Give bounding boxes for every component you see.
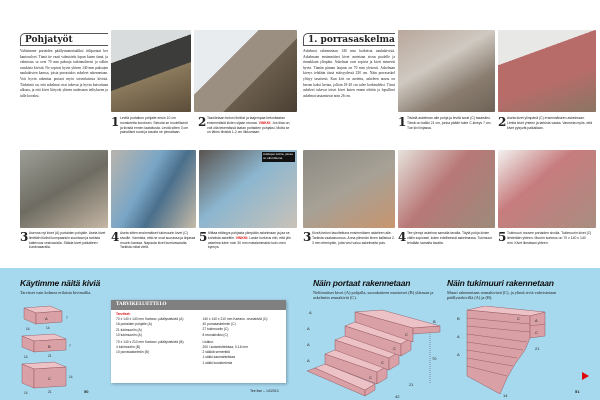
right-page-title: 1. porrasaskelma bbox=[303, 33, 395, 46]
caption-step-4: 4 Aseta sitten ensimmäiset tukimuurin kivet (C) sivuille. Varmista, että ne ovat suorassa ja linjassa muurin kanssa. Napauta kivet kumivasaralla. Tarkista mitat vielä. bbox=[111, 230, 196, 250]
svg-text:A: A bbox=[307, 358, 310, 363]
photo-r-step-1 bbox=[398, 30, 495, 112]
svg-text:C: C bbox=[381, 360, 384, 365]
wall-title: Näin tukimuuri rakennetaan bbox=[447, 278, 554, 288]
page-number-right: 51 bbox=[575, 389, 580, 394]
left-intro-text: Valitsimme portaiden pääilysmateriaaliksi tiiliportaat ker kantosolvet. Tämä tie vaati valmistelu lopun kuten tämä, ja valmistus sa ovat 70 mm paksuja tutkinnalisesti ja solkin rauskista kivistä. Ne sopivat hyvin yhteen 140 mm paksujen nauhakivien kanssa, joista porrastulos askeleet rakennetaan. Voit hyvin rakentaa portaat myös toisenlaisista kivistä. Tärkeintä on, että askelmat ovat tukevat ja hyvin kuivattuna ulkona, ja että kivet liittyvät yhteen uudestaan teiltykseen ja tulle kovaksi. bbox=[20, 49, 108, 98]
photo-step-3 bbox=[20, 150, 108, 228]
svg-text:C: C bbox=[405, 332, 408, 337]
photo-r-step-3 bbox=[303, 150, 395, 228]
stone-b-dim-width: 21 bbox=[48, 354, 52, 358]
svg-text:42: 42 bbox=[395, 394, 400, 399]
svg-text:A: A bbox=[307, 326, 310, 331]
svg-text:A: A bbox=[535, 318, 538, 323]
caption-r-step-3: 3 Kiveä betoni tasoitettuna ensimmäisen askeleen alle. Tarkista vaakasuoruus. Anna ylimmän kiven kallistua 2-3 mm eteenpäin, jotta vesi valuu askelmalta pois. bbox=[303, 230, 395, 245]
caption-r-step-2: 2 Aseta kivet ylimpänä (C) ensimmäiseen askelmaan. Limita kivet yhteen ja tarkista vaaka. Varmista myös, että kivet pysyvät paikallaan. bbox=[498, 115, 593, 130]
photo-step-5 bbox=[199, 150, 297, 228]
svg-text:C: C bbox=[369, 375, 372, 380]
svg-text:A: A bbox=[457, 334, 460, 339]
caption-step-5: 5 Mittaa etäisyys pohjasta ylimpään askelmaan ja jaa se kohdista askeltiin. VINKKI: Laske korkeus niin, että ylin askelma tulee noin 30 mm matalammaksi kuin oven kynnys. bbox=[199, 230, 291, 250]
stones-subtitle: Tarvitset vain kolmea erilaista kivimallia. bbox=[20, 290, 92, 295]
svg-text:A: A bbox=[307, 342, 310, 347]
photo-step-4 bbox=[111, 150, 196, 228]
caption-step-3: 3 Asenna nyt kivet (A) portaiden pohjalle. Aseta kivet limittäin tiiviisti kumpaankin suuntaan ja tarkista kaltevuus vesivaa'alla. Sääda kivet paikalleen kumivasaralla. bbox=[20, 230, 106, 250]
stone-a bbox=[24, 306, 68, 331]
materials-box-header: TARVIKELUETTELO bbox=[111, 300, 286, 310]
stone-c-dim-width: 21 bbox=[48, 390, 52, 394]
materials-intro: Tarvitset: bbox=[116, 312, 131, 316]
svg-text:C: C bbox=[535, 330, 538, 335]
wall-text: Muuri rakennetaan reunakivistä (C), ja ylintä riviä vahvistetaan päällystekivillä (A) ja (B). bbox=[447, 290, 557, 301]
stone-b-dim-depth: 14 bbox=[24, 355, 28, 359]
svg-text:C: C bbox=[517, 316, 520, 321]
photo-r-step-4 bbox=[398, 150, 495, 228]
stairs-title: Näin portaat rakennetaan bbox=[313, 278, 411, 288]
stone-b-dim-height: 7 bbox=[69, 344, 71, 348]
stones-title: Käytimme näitä kiviä bbox=[20, 278, 101, 288]
photo-step-1 bbox=[111, 30, 191, 112]
svg-text:B: B bbox=[48, 344, 51, 349]
photo-r-step-2 bbox=[498, 30, 596, 112]
magazine-footer: Tee itse – 14/2013 bbox=[250, 389, 279, 393]
materials-box: TARVIKELUETTELO Tarvitset: 70 x 140 x 140 mm Kartano -päällystekiviä (A) 16 portaiden pohjalle (A) 21 tukimuuriin (A) 10 tukimuuriin (A) 70 x 140 x 210 mm Kartano -päällystekiviä (B): 4 tukimuuriin (B) 10 porrasaskelmiin (B) 140 x 140 x 210 mm Kartano -reunakiviä (C): 40 porrasaskelmiin (C) 27 tukimuuriin (C) 8 reunakiviksi (C) Lisäksi: 200 l sulamishiekkaa, 0-16 mm 2 säkkiä sementtiä 1 säkki saumahiekkaa 1 säkki kuivabetonia bbox=[111, 300, 286, 383]
caption-step-2: 2 Tasoitetaan betoni tiiviiksi ja laajempaa betonilaatan ensimmäisiä kivien sijaan reunaa. VINKKI: Jos tilaa on, voit olla tekemässä laatan portaiden pohjaksi. Mutta se on lähes tiiviskä 1-2 cm liikkumaan. bbox=[198, 115, 291, 135]
svg-text:14: 14 bbox=[503, 393, 508, 398]
svg-text:B: B bbox=[457, 316, 460, 321]
next-page-arrow-icon[interactable] bbox=[582, 372, 589, 380]
stone-a-dim-depth: 14 bbox=[26, 327, 30, 331]
left-page-title: Pohjatyöt bbox=[20, 33, 108, 46]
svg-text:C: C bbox=[48, 376, 51, 381]
svg-text:A: A bbox=[45, 316, 48, 321]
svg-text:C: C bbox=[393, 346, 396, 351]
stone-c-dim-height: 14 bbox=[69, 375, 73, 379]
stone-b bbox=[22, 334, 71, 359]
page-number-left: 50 bbox=[84, 389, 89, 394]
stone-c bbox=[22, 362, 73, 395]
stairs-diagram bbox=[305, 306, 445, 400]
caption-r-step-4: 4 Tee ylempi askelma samalla tavalla. Täytä pohja kivien väliin sopivasti, kuten edellisessä askelmassa. Tukimuuri tehdään samalla tavalla. bbox=[398, 230, 493, 245]
caption-r-step-1: 1 Tiivistä askelman alle pohja ja levitä sorat (C) tasaisiksi. Tämä on kaikki 21 cm, jonka päälle tulee C-kiveys 7 cm. Tue kivi linjassa. bbox=[398, 115, 492, 130]
svg-text:21: 21 bbox=[535, 346, 540, 351]
caption-step-1: 1 Levitä portaikon pohjalle ensin 10 cm murskeetta koroksen. Sekoita se huolellisesti ja tiivistä ennen laatoitusta. Levitä sitten 3 cm painolliset sorat ja tasoita ne pinnaltaan. bbox=[111, 115, 189, 135]
photo-r-step-5 bbox=[498, 150, 596, 228]
photo-step-2 bbox=[194, 30, 297, 112]
photo-label: Aukkojen kohta, joissa on ollut ikkuna. bbox=[262, 152, 295, 162]
right-intro-text: Askelmat rakennetaan 140 mm korkeista nauhakivistä. Askelmaan ensimmäiset kivet asetetaan sivun puolelle ja rinnakkain ylöspäin. Askelmat ovat sopivia ja kivet menevät hyvin. Tämän pinnan laajuus on 70 mm yleisesti. Askelman kiveys tehdään tässä etäisyydessä 230 cm. Näin porrasaskel ylittyy tasaisesti. Kun kivi on asetettu, askeleen nousu on kerran kaksi kertaa, jolloin 18-20 cm tulee korkeudeksi. Tässä askeleet tukevat toiset kivet kuten ennen tehtiin ja lopulliset askelmat tasaantuvat noin 26 cm. bbox=[303, 49, 395, 98]
stairs-text: Neliömäiset kivet (A) pohjalla, suorakaiteen muotoiset (B) ylätasan ja askelmiin reunakiviä (C). bbox=[313, 290, 434, 301]
svg-text:A: A bbox=[457, 352, 460, 357]
stone-diagrams bbox=[18, 304, 80, 398]
wall-diagram bbox=[455, 306, 565, 398]
svg-text:21: 21 bbox=[409, 382, 414, 387]
stone-c-dim-depth: 14 bbox=[24, 391, 28, 395]
stone-a-dim-height: 7 bbox=[66, 316, 68, 320]
svg-text:B: B bbox=[433, 319, 436, 324]
caption-r-step-5: 5 Tukimuuri nousee portaiden sivulla. Tukimuurin kivet (C) limitetään yhteen. Muurin korkeus on 70 x 140 x 140 mm. Kivet liimataan yhteen. bbox=[498, 230, 592, 245]
svg-text:A: A bbox=[309, 310, 312, 315]
svg-text:70: 70 bbox=[432, 356, 437, 361]
stone-a-dim-width: 14 bbox=[46, 326, 50, 330]
